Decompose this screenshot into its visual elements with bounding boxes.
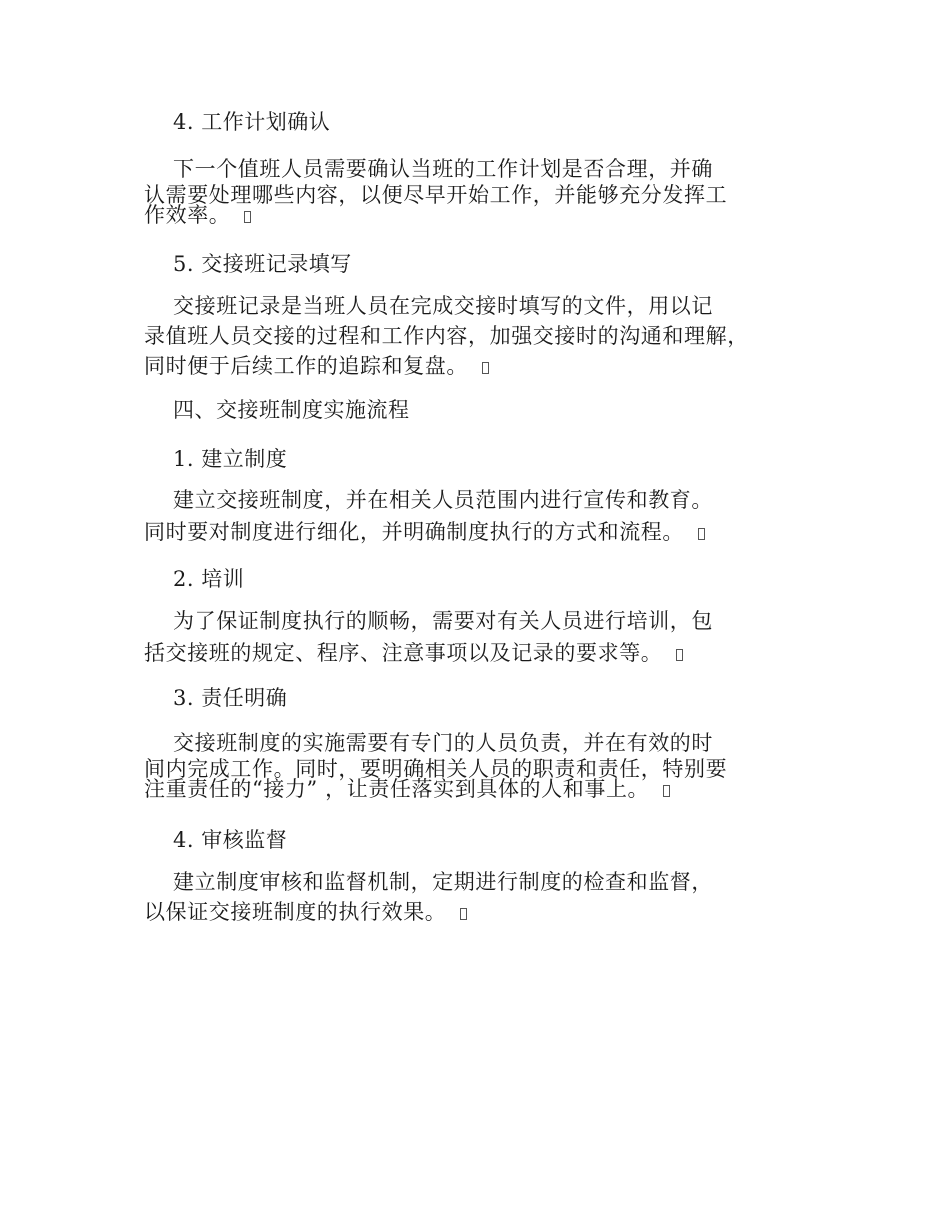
paragraph-line: 同时要对制度进行细化，并明确制度执行的方式和流程。 xyxy=(144,520,684,544)
paragraph-line: 括交接班的规定、程序、注意事项以及记录的要求等。 xyxy=(144,641,663,665)
paragraph-line: 为了保证制度执行的顺畅，需要对有关人员进行培训，包 xyxy=(173,609,713,633)
section-heading-audit: 4. 审核监督 xyxy=(173,828,288,852)
paragraph-line: 同时便于后续工作的追踪和复盘。 xyxy=(144,354,468,378)
paragraph-line-wrap xyxy=(144,640,824,666)
paragraph-mark-icon xyxy=(698,528,705,540)
paragraph-audit xyxy=(144,869,824,925)
paragraph-line: 建立制度审核和监督机制，定期进行制度的检查和监督， xyxy=(173,870,713,894)
paragraph-mark-icon xyxy=(663,785,670,797)
paragraph-line: 作效率。 xyxy=(144,203,231,227)
paragraph-line-wrap xyxy=(144,519,824,545)
section-heading-work-plan: 4. 工作计划确认 xyxy=(173,110,331,134)
paragraph-mark-icon xyxy=(676,649,683,661)
section-heading-training: 2. 培训 xyxy=(173,567,245,591)
paragraph-handover-record xyxy=(144,293,824,379)
paragraph-line: 认需要处理哪些内容，以便尽早开始工作，并能够充分发挥工 xyxy=(144,183,728,207)
paragraph-work-plan xyxy=(144,156,824,228)
paragraph-line: 间内完成工作。同时，要明确相关人员的职责和责任，特别要 xyxy=(144,757,728,781)
paragraph-training xyxy=(144,608,824,666)
paragraph-responsibility xyxy=(144,730,824,802)
paragraph-line: 建立交接班制度，并在相关人员范围内进行宣传和教育。 xyxy=(173,488,713,512)
paragraph-line: 录值班人员交接的过程和工作内容，加强交接时的沟通和理解， xyxy=(144,324,749,348)
paragraph-mark-icon xyxy=(460,908,467,920)
section-heading-handover-record: 5. 交接班记录填写 xyxy=(173,252,352,276)
paragraph-line-wrap xyxy=(144,899,824,925)
paragraph-line: 交接班记录是当班人员在完成交接时填写的文件，用以记 xyxy=(173,294,713,318)
paragraph-establish xyxy=(144,487,824,545)
paragraph-line: 以保证交接班制度的执行效果。 xyxy=(144,900,447,924)
section-heading-responsibility: 3. 责任明确 xyxy=(173,686,288,710)
paragraph-mark-icon xyxy=(482,362,489,374)
paragraph-line: 交接班制度的实施需要有专门的人员负责，并在有效的时 xyxy=(173,731,713,755)
chapter-heading-implementation: 四、交接班制度实施流程 xyxy=(173,398,410,422)
paragraph-line-wrap xyxy=(144,353,824,379)
paragraph-line: 注重责任的“接力” ，让责任落实到具体的人和事上。 xyxy=(144,777,650,801)
section-heading-establish: 1. 建立制度 xyxy=(173,447,288,471)
paragraph-line: 下一个值班人员需要确认当班的工作计划是否合理，并确 xyxy=(173,157,713,181)
paragraph-mark-icon xyxy=(244,211,251,223)
